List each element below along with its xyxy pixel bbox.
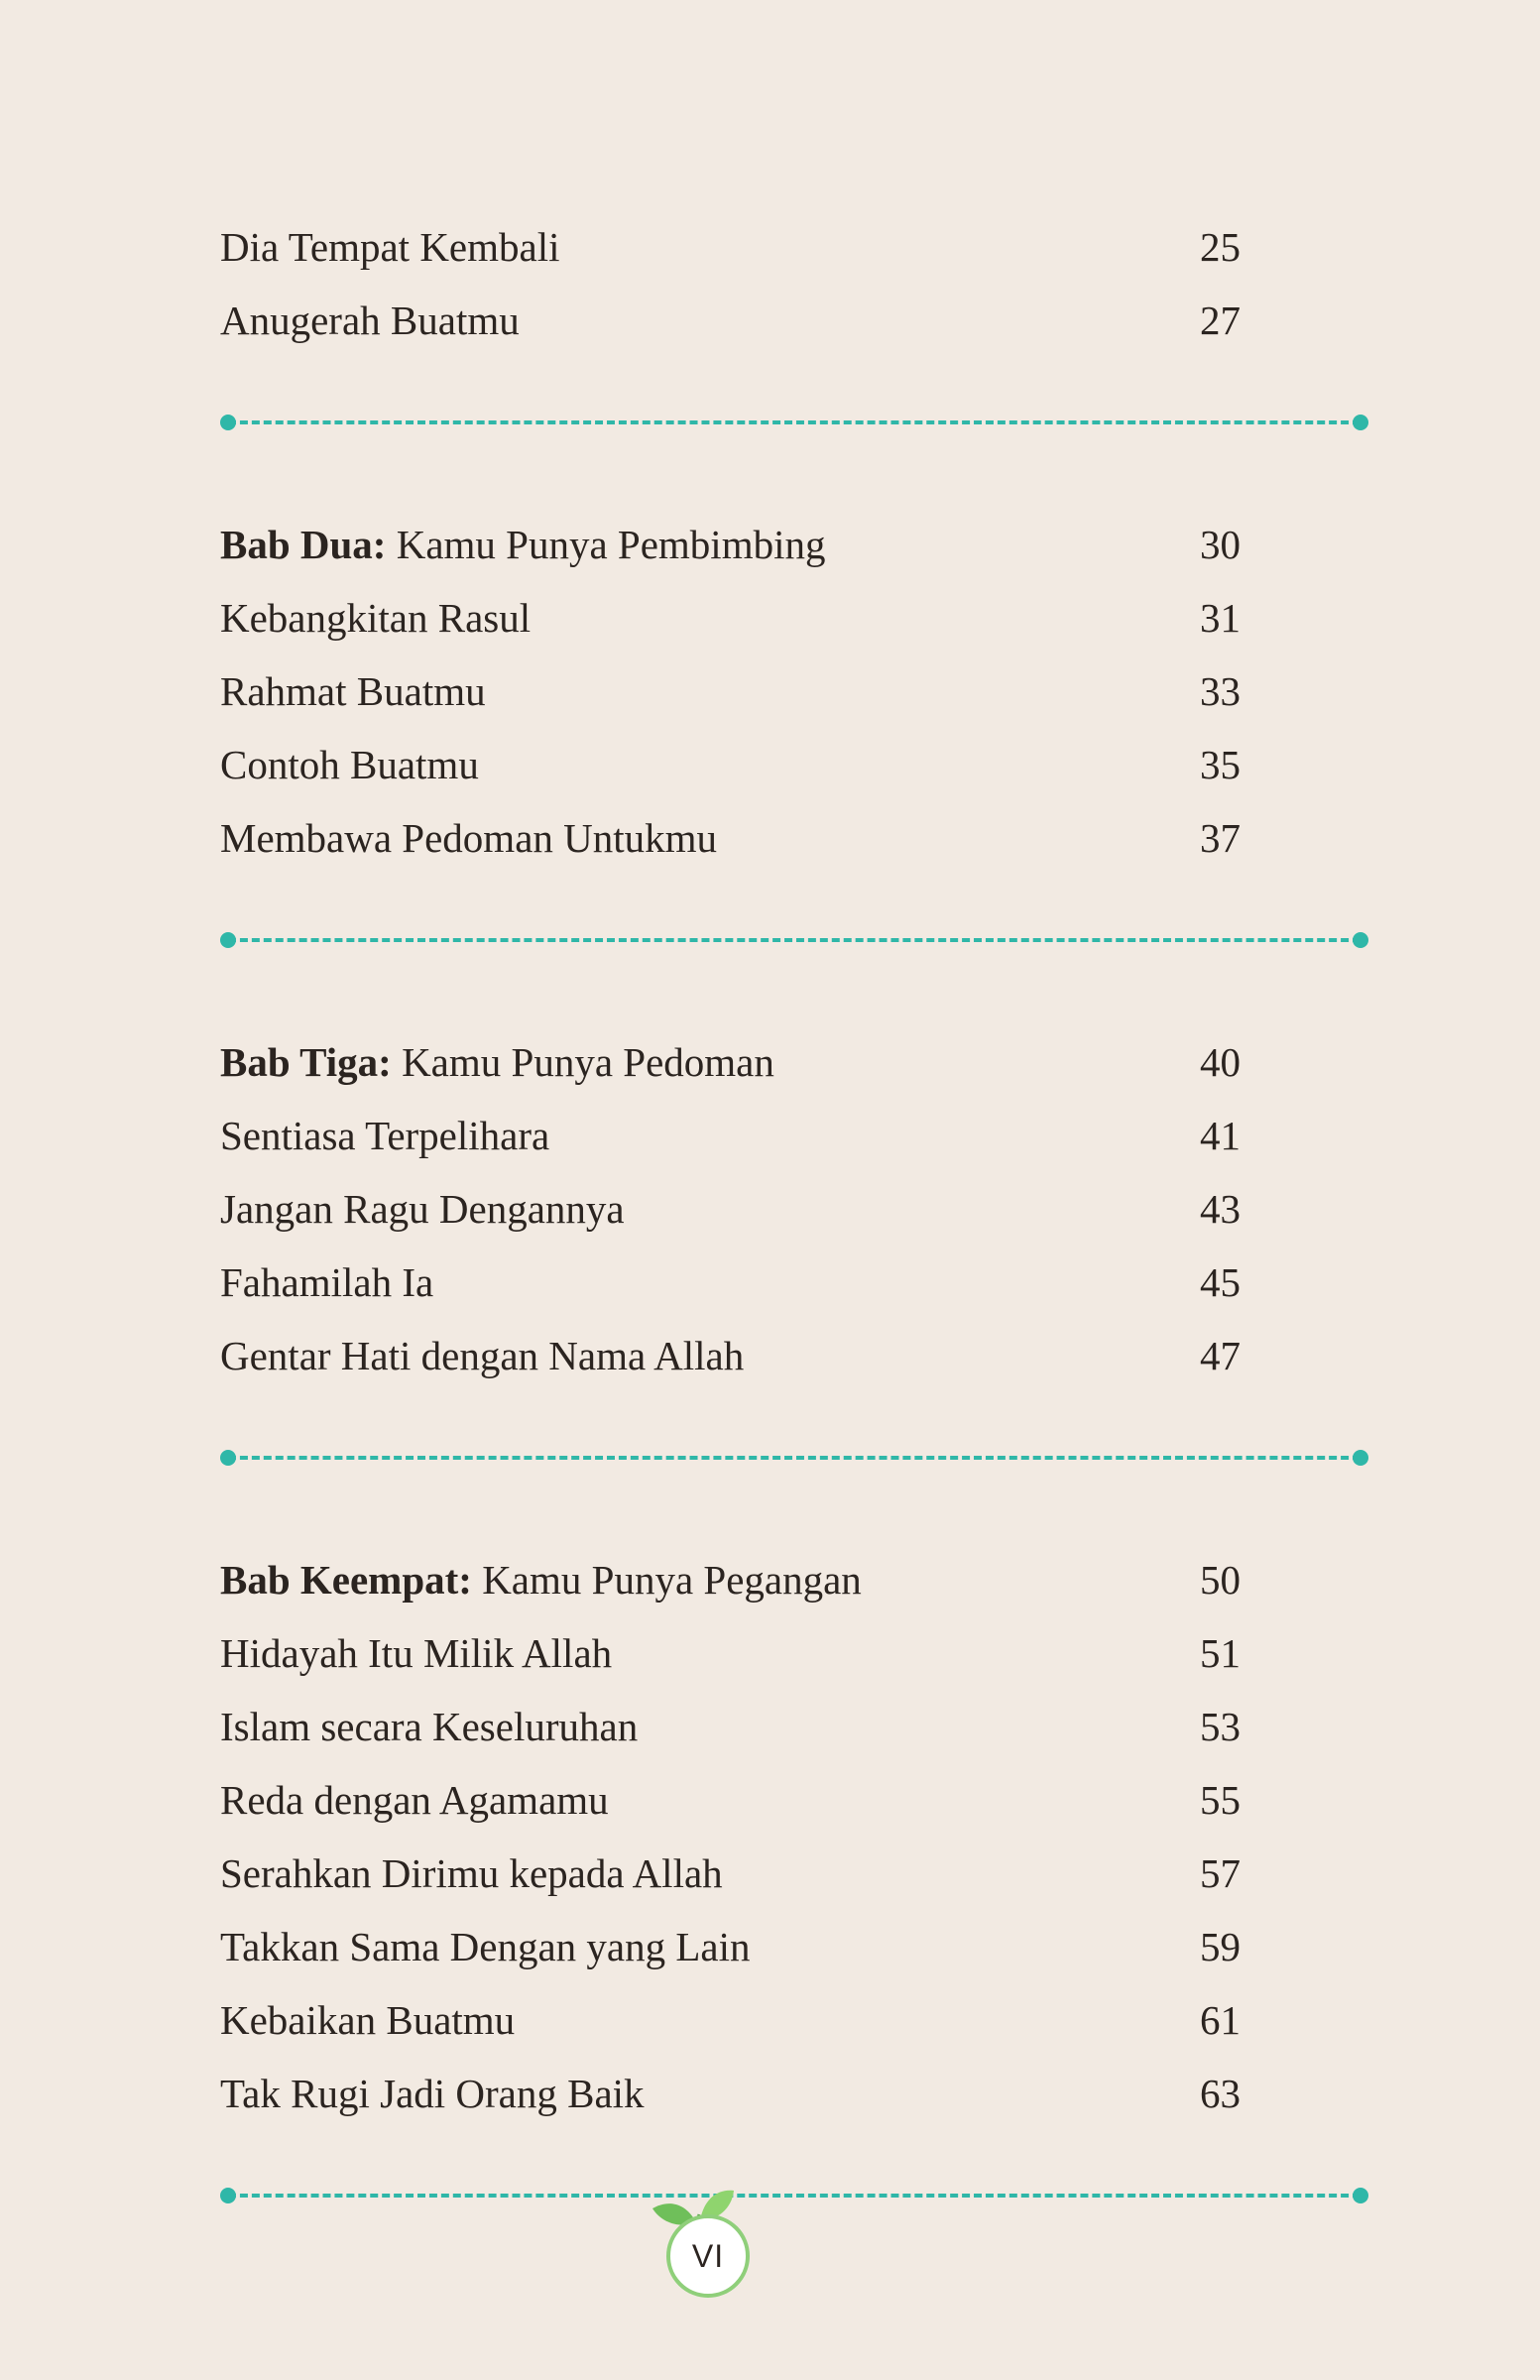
entry-title-text: Islam secara Keseluruhan [220,1704,639,1749]
divider-line [228,420,1361,424]
dotted-divider [220,1392,1361,1543]
entry-page-number: 50 [1200,1557,1241,1603]
entry-title-text: Kamu Punya Pembimbing [386,522,826,567]
entry-page-number: 57 [1200,1850,1241,1896]
entry-title-text: Membawa Pedoman Untukmu [220,815,718,861]
toc-entry [220,1616,1361,1690]
toc-entry [220,654,1361,728]
entry-page-number: 27 [1200,298,1241,343]
toc-entry [220,1172,1361,1246]
entry-title-text: Sentiasa Terpelihara [220,1113,550,1158]
toc-entry [220,581,1361,654]
entry-title [220,2057,645,2130]
entry-title [220,1172,625,1246]
entry-page-number: 53 [1200,1704,1241,1749]
toc-entry [220,728,1361,801]
entry-page-number: 43 [1200,1186,1241,1232]
toc-section [220,1025,1361,1392]
dotted-divider [220,357,1361,508]
entry-title-text: Kamu Punya Pedoman [391,1039,774,1085]
divider-line [228,1456,1361,1460]
entry-title-text: Hidayah Itu Milik Allah [220,1630,613,1676]
entry-page-number: 47 [1200,1333,1241,1378]
toc-entry [220,1246,1361,1319]
entry-title [220,581,531,654]
entry-title-text: Fahamilah Ia [220,1259,434,1305]
toc-section [220,210,1361,357]
dotted-divider [220,875,1361,1025]
entry-title [220,801,717,875]
entry-page-number: 41 [1200,1113,1241,1158]
divider-line [228,2194,1361,2198]
entry-title [220,284,520,357]
entry-page-number: 25 [1200,224,1241,270]
entry-title [220,1543,862,1616]
entry-title-text: Kebaikan Buatmu [220,1997,516,2043]
toc-entry [220,1690,1361,1763]
chapter-label: Bab Keempat: [220,1557,472,1603]
entry-page-number: 51 [1200,1630,1241,1676]
toc-section [220,1543,1361,2130]
toc-entry [220,1910,1361,1983]
entry-page-number: 33 [1200,668,1241,714]
entry-page-number: 31 [1200,595,1241,641]
entry-title [220,1616,612,1690]
entry-title [220,1763,609,1837]
entry-title-text: Reda dengan Agamamu [220,1777,609,1823]
entry-title [220,1837,723,1910]
entry-title-text: Takkan Sama Dengan yang Lain [220,1924,751,1969]
divider-dot [1353,2188,1368,2203]
entry-page-number: 55 [1200,1777,1241,1823]
toc-entry [220,1099,1361,1172]
toc-section [220,508,1361,875]
toc-entry [220,1763,1361,1837]
entry-title-text: Tak Rugi Jadi Orang Baik [220,2071,645,2116]
entry-title-text: Serahkan Dirimu kepada Allah [220,1850,723,1896]
entry-title-text: Kebangkitan Rasul [220,595,532,641]
table-of-contents [220,210,1361,2281]
entry-title-text: Dia Tempat Kembali [220,224,560,270]
entry-title [220,728,479,801]
entry-title-text: Contoh Buatmu [220,742,479,787]
toc-entry [220,1983,1361,2057]
entry-title [220,210,560,284]
entry-page-number: 59 [1200,1924,1241,1969]
entry-page-number: 30 [1200,522,1241,567]
chapter-entry [220,508,1361,581]
toc-entry [220,2057,1361,2130]
entry-title [220,1690,638,1763]
entry-page-number: 35 [1200,742,1241,787]
entry-title [220,1099,549,1172]
entry-title-text: Kamu Punya Pegangan [471,1557,862,1603]
toc-entry [220,1837,1361,1910]
toc-entry [220,284,1361,357]
entry-page-number: 45 [1200,1259,1241,1305]
entry-title [220,1246,433,1319]
toc-entry [220,210,1361,284]
page-folio [645,2187,764,2316]
page-number: VI [691,2238,725,2274]
entry-title-text: Gentar Hati dengan Nama Allah [220,1333,745,1378]
divider-dot [1353,1450,1368,1466]
entry-title [220,1983,515,2057]
entry-title [220,1025,774,1099]
divider-dot [1353,932,1368,948]
toc-entry [220,1319,1361,1392]
entry-title [220,654,486,728]
divider-line [228,938,1361,942]
toc-entry [220,801,1361,875]
entry-title-text: Rahmat Buatmu [220,668,486,714]
chapter-entry [220,1025,1361,1099]
entry-page-number: 37 [1200,815,1241,861]
entry-page-number: 63 [1200,2071,1241,2116]
entry-title-text: Jangan Ragu Dengannya [220,1186,625,1232]
entry-page-number: 61 [1200,1997,1241,2043]
entry-title [220,1910,751,1983]
entry-title [220,508,825,581]
chapter-entry [220,1543,1361,1616]
entry-title-text: Anugerah Buatmu [220,298,520,343]
divider-dot [1353,415,1368,430]
entry-page-number: 40 [1200,1039,1241,1085]
chapter-label: Bab Dua: [220,522,387,567]
dotted-divider [220,2130,1361,2281]
chapter-label: Bab Tiga: [220,1039,392,1085]
entry-title [220,1319,744,1392]
